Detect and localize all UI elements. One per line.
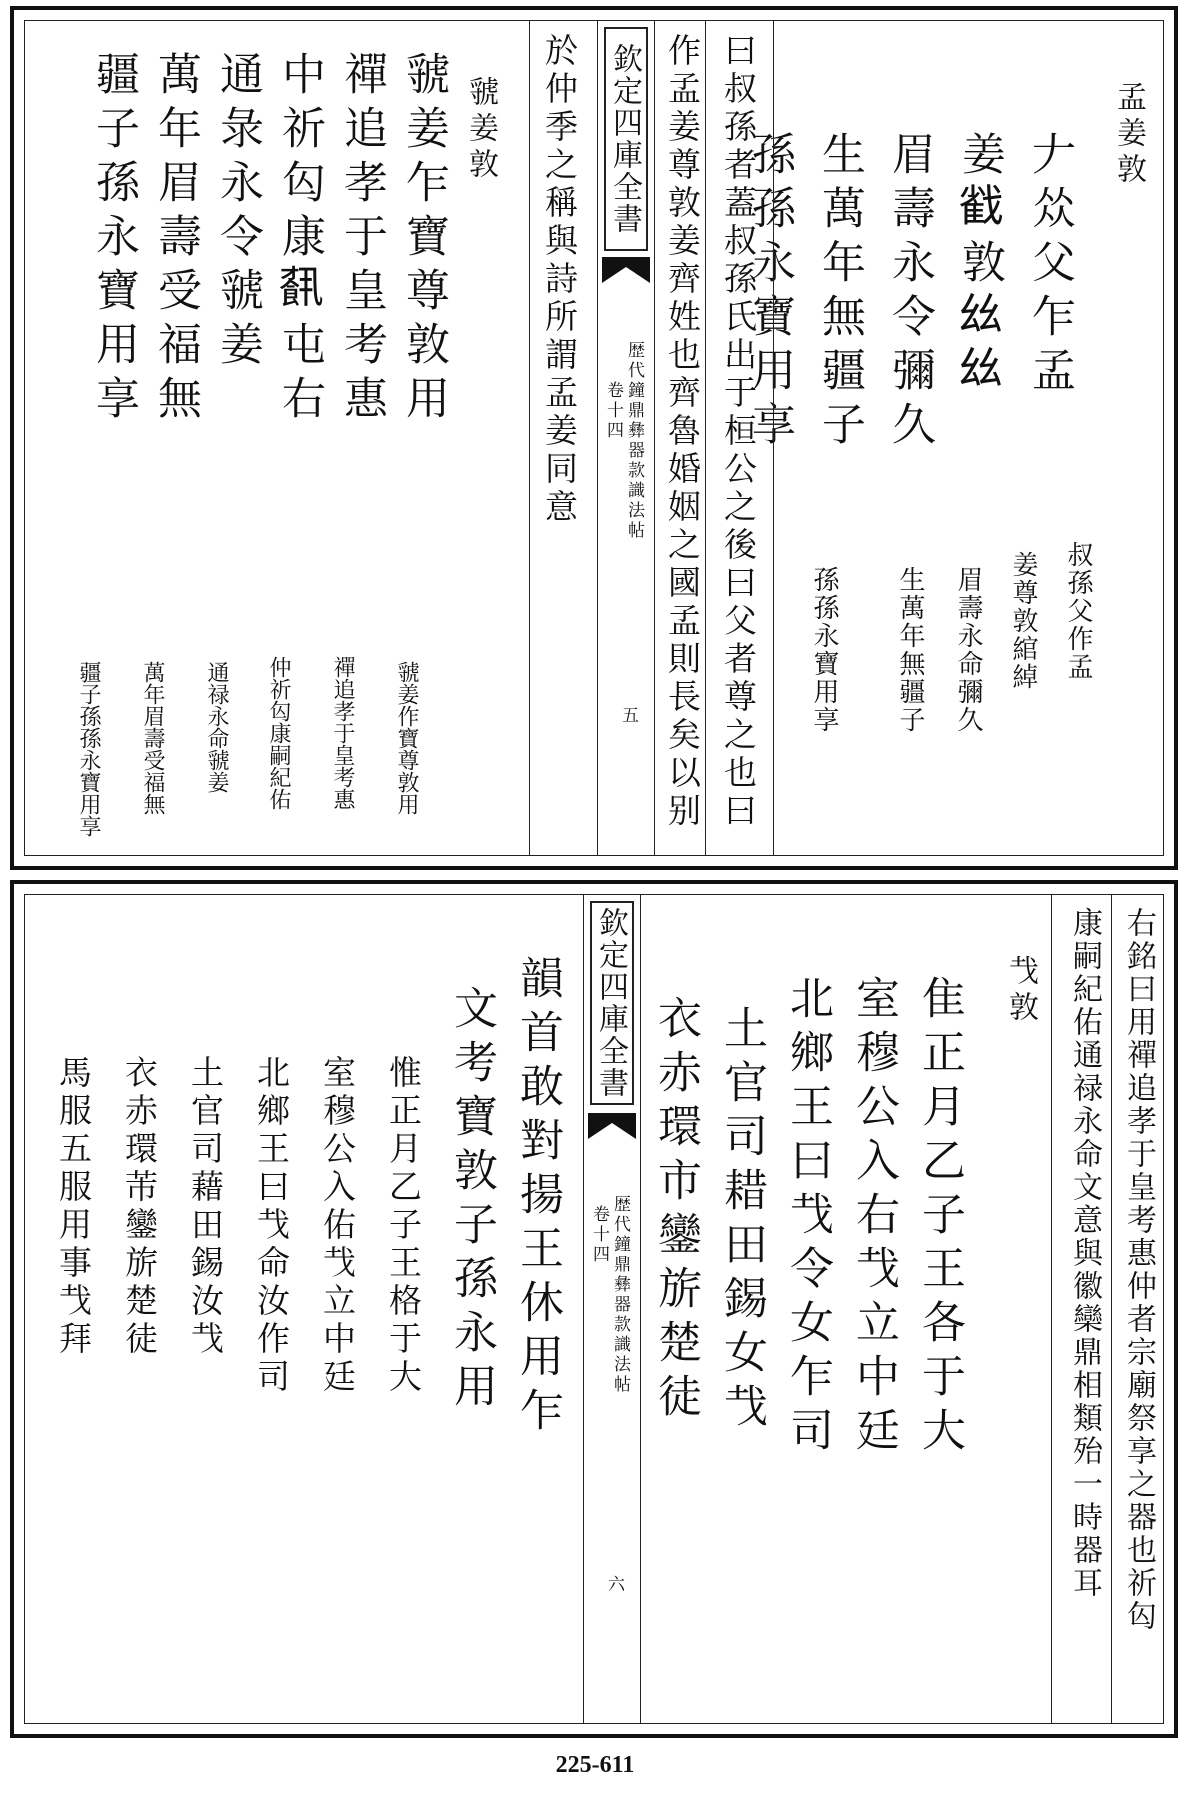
column-rule <box>773 21 774 855</box>
seal-column: 韻首敢對揚王休用乍 <box>512 955 563 1441</box>
transcription-column: 眉壽永命彌久 <box>953 566 983 734</box>
commentary-column: 於仲季之稱與詩所謂孟姜同意 <box>540 33 579 527</box>
transcription-column: 疆子孫孫永寶用享 <box>76 661 101 837</box>
seal-column: 孫孫永寶用享 <box>744 131 795 455</box>
seal-column: 土官司耤田錫女𢦏 <box>716 1005 767 1437</box>
commentary-column: 曰叔孫者蓋叔孫氏出于桓公之後曰父者尊之也曰 <box>719 33 758 831</box>
spine-header: 欽定四庫全書 <box>604 27 648 251</box>
spine-juan: 卷十四 <box>603 381 623 441</box>
spine-header: 欽定四庫全書 <box>590 901 634 1105</box>
transcription-column: 叔孫父作孟 <box>1063 541 1093 681</box>
column-rule <box>1111 895 1112 1723</box>
seal-column: 姜𢧵敦𢆶𢆶 <box>954 131 1005 401</box>
transcription-column: 禪追孝于皇考惠 <box>330 656 355 810</box>
transcription-column: 馬服五服用事𢦏拜 <box>54 1055 93 1359</box>
spine-book-title: 歴代鐘鼎彝器款識法帖 <box>624 341 644 541</box>
title-meng-jiang-dui: 孟姜敦 <box>1111 81 1146 189</box>
column-rule <box>529 21 530 855</box>
column-rule <box>705 21 706 855</box>
bottom-frame <box>24 894 1164 1724</box>
page-footer-number: 225-611 <box>555 1752 635 1778</box>
top-leaf <box>10 6 1178 870</box>
transcription-column: 孫孫永寶用享 <box>809 566 839 734</box>
transcription-column: 姜尊敦綰綽 <box>1008 551 1038 691</box>
transcription-column: 惟正月乙子王格于大 <box>384 1055 423 1397</box>
seal-column: 萬年眉壽受福無 <box>150 51 201 429</box>
transcription-column: 仲祈匃康嗣紀佑 <box>266 656 291 810</box>
fish-tail-mark-icon <box>588 1113 636 1139</box>
commentary-column: 作孟姜尊敦姜齊姓也齊魯婚姻之國孟則長矣以别 <box>663 33 702 831</box>
transcription-column: 萬年眉壽受福無 <box>140 661 165 815</box>
transcription-column: 北鄉王曰𢦏命汝作司 <box>252 1055 291 1397</box>
transcription-column: 土官司藉田錫汝𢦏 <box>186 1055 225 1359</box>
transcription-column: 生萬年無疆子 <box>895 566 925 734</box>
seal-column: 通彔永令虢姜 <box>212 51 263 375</box>
transcription-column: 衣赤環芾鑾旂楚徒 <box>120 1055 159 1359</box>
seal-column: 中祈匃康𩛥屯右 <box>274 51 325 429</box>
seal-column: 文考寶敦子孫永用 <box>446 985 497 1417</box>
spine-book-title: 歴代鐘鼎彝器款識法帖 <box>610 1195 630 1395</box>
commentary-column: 康嗣紀佑通禄永命文意與徽欒鼎相類殆一時器耳 <box>1067 907 1102 1600</box>
top-frame <box>24 20 1164 856</box>
column-rule <box>1051 895 1052 1723</box>
fish-tail-mark-icon <box>602 257 650 283</box>
transcription-column: 室穆公入佑𢦏立中廷 <box>318 1055 357 1397</box>
seal-column: 衣赤環市鑾旂楚徒 <box>650 995 701 1427</box>
center-spine <box>597 21 655 855</box>
transcription-column: 通禄永命虢姜 <box>204 661 229 793</box>
seal-column: 生萬年無疆子 <box>814 131 865 455</box>
seal-column: 禪追孝于皇考惠 <box>336 51 387 429</box>
spine-page-number: 六 <box>604 1575 624 1595</box>
center-spine <box>583 895 641 1723</box>
title-zai-dui: 𢦏敦 <box>1003 955 1038 1027</box>
spine-page-number: 五 <box>618 706 638 726</box>
title-guo-jiang-dui: 虢姜敦 <box>463 76 498 184</box>
seal-column: 隹正月乙子王各于大 <box>914 975 965 1461</box>
seal-column: 眉壽永令彌久 <box>884 131 935 455</box>
commentary-column: 右銘曰用禪追孝于皇考惠仲者宗廟祭享之器也祈匃 <box>1121 907 1156 1633</box>
seal-column: 虢姜乍寶尊敦用 <box>398 51 449 429</box>
seal-column: 𠂇𠈌父乍孟 <box>1024 131 1075 401</box>
spine-juan: 卷十四 <box>589 1205 609 1265</box>
seal-column: 北鄉王曰𢦏令女乍司 <box>782 975 833 1461</box>
seal-column: 室穆公入右𢦏立中廷 <box>848 975 899 1461</box>
bottom-leaf <box>10 880 1178 1738</box>
transcription-column: 虢姜作寶尊敦用 <box>394 661 419 815</box>
seal-column: 疆子孫永寶用享 <box>88 51 139 429</box>
